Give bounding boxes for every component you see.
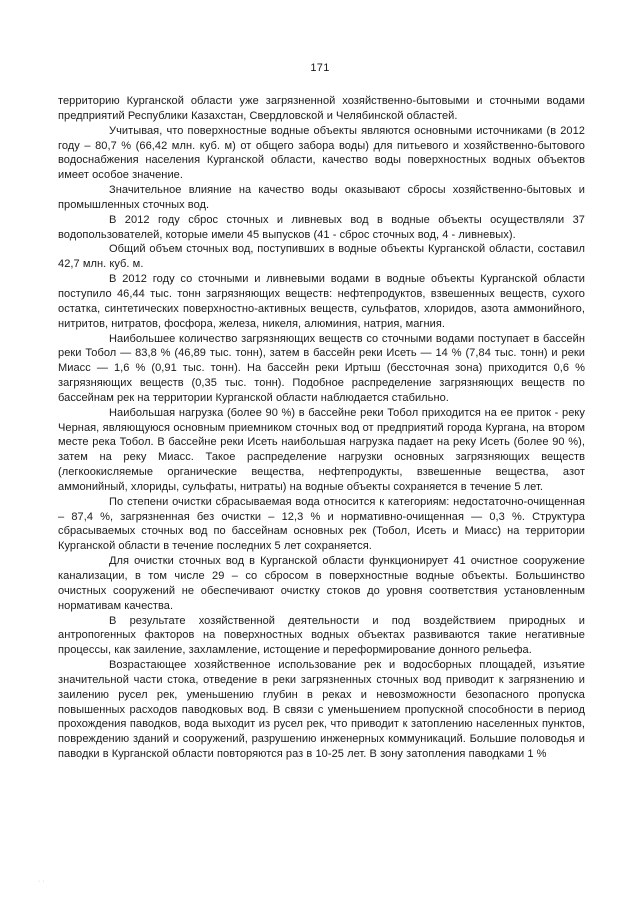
paragraph-1: территорию Курганской области уже загрязненной хозяйственно-бытовыми и сточными водами предприятий Республики Казахстан, Свердловской и Челябинской областей. — [58, 95, 585, 122]
paragraph-4: В 2012 году сброс сточных и ливневых вод в водные объекты осуществляли 37 водопользователей, которые имели 45 выпусков (41 - сброс сточных вод, 4 - ливневых). — [58, 213, 585, 241]
paragraph-12: Возрастающее хозяйственное использование рек и водосборных площадей, изъятие значительной части стока, отведение в реки загрязненных сточных вод приводит к загрязнению и заилению русел рек, уменьшению глубин в реках и невозможности безопасного пропуска повышенных расходов паводковых вод. В связи с уменьшением пропускной способности в период прохождения паводков, вода выходит из русел рек, что приводит к затоплению населенных пунктов, повреждению зданий и сооружений, разрушению инженерных коммуникаций. Большие половодья и паводки в Курганской области повторяются раз в 10-25 лет. В зону затопления паводками 1 % — [58, 659, 585, 761]
paragraph-7: Наибольшее количество загрязняющих веществ со сточными водами поступает в бассейн реки Тобол — 83,8 % (46,89 тыс. тонн), затем в бассейн реки Исеть — 14 % (7,84 тыс. тонн) и реки Миасс — 1,6 % (0,91 тыс. тонн). На бассейн реки Иртыш (бессточная зона) приходится 0,6 % загрязняющих веществ (0,35 тыс. тонн). Подобное распределение загрязняющих веществ по бассейнам рек на территории Курганской области наблюдается стабильно. — [58, 332, 585, 404]
paragraph-11: В результате хозяйственной деятельности и под воздействием природных и антропогенных факторов на поверхностных водных объектах развиваются такие негативные процессы, как заиление, захламление, истощение и переформирование донного рельефа. — [58, 614, 585, 657]
paragraph-8: Наибольшая нагрузка (более 90 %) в бассейне реки Тобол приходится на ее приток - реку Черная, являющуюся основным приемником сточных вод от предприятий города Кургана, на втором месте река Тобол. В бассейне реки Исеть наибольшая нагрузка падает на реку Исеть (более 90 %), затем на реку Миасс. Такое распределение нагрузки основных загрязняющих веществ (легкоокисляемые органические вещества, нефтепродукты, взвешенные вещества, азот аммонийный, хлориды, сульфаты, нитраты) на водные объекты сохраняется в течение 5 лет. — [58, 406, 585, 493]
page-number: 171 — [310, 62, 330, 74]
paragraph-3: Значительное влияние на качество воды оказывают сбросы хозяйственно-бытовых и промышленных сточных вод. — [58, 184, 585, 211]
paragraph-6: В 2012 году со сточными и ливневыми водами в водные объекты Курганской области поступило 46,44 тыс. тонн загрязняющих веществ: нефтепродуктов, взвешенных веществ, сухого остатка, синтетических поверхностно-активных веществ, сульфатов, хлоридов, азота аммонийного, нитритов, нитратов, фосфора, железа, никеля, алюминия, натрия, магния. — [58, 273, 585, 330]
paragraph-10: Для очистки сточных вод в Курганской области функционирует 41 очистное сооружение канализации, в том числе 29 – со сбросом в поверхностные водные объекты. Большинство очистных сооружений не обеспечивают очистку стоков до уровня соответствия установленным нормативам качества. — [58, 555, 585, 612]
body-text — [58, 94, 585, 762]
paragraph-5: Общий объем сточных вод, поступивших в водные объекты Курганской области, составил 42,7 млн. куб. м. — [58, 243, 585, 271]
paragraph-2: Учитывая, что поверхностные водные объекты являются основными источниками (в 2012 году – 80,7 % (66,42 млн. куб. м) от общего забора воды) для питьевого и хозяйственно-бытового водоснабжения населения Курганской области, качество воды поверхностных водных объектов имеет особое значение. — [58, 124, 585, 182]
paragraph-9: По степени очистки сбрасываемая вода относится к категориям: недостаточно-очищенная – 87,4 %, загрязненная без очистки – 12,3 % и нормативно-очищенная — 0,3 %. Структура сбрасываемых сточных вод по бассейнам основных рек (Тобол, Исеть и Миасс) на территории Курганской области в течение последних 5 лет сохраняется. — [58, 495, 585, 553]
scan-margin-mark: · · — [38, 878, 45, 885]
